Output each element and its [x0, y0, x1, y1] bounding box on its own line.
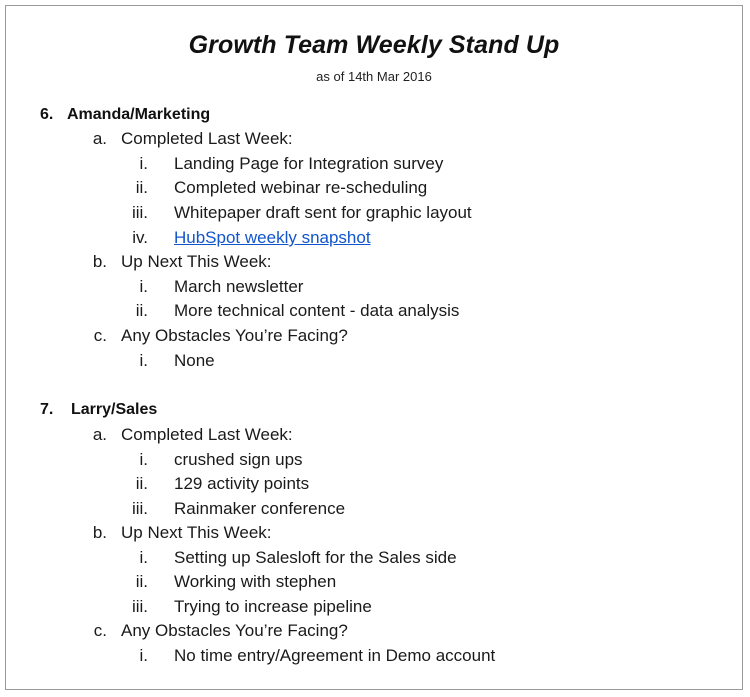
group-marker: b.: [92, 523, 107, 542]
hubspot-snapshot-link[interactable]: HubSpot weekly snapshot: [174, 228, 371, 247]
section-number: 6.: [40, 106, 54, 123]
group-marker: c.: [93, 326, 107, 345]
item-marker: i.: [139, 154, 148, 173]
list-item: None: [174, 351, 215, 370]
item-marker: iv.: [132, 228, 148, 247]
list-item: Working with stephen: [174, 572, 337, 591]
list-item: crushed sign ups: [174, 450, 303, 469]
page-title: Growth Team Weekly Stand Up: [188, 31, 560, 59]
list-item: 129 activity points: [174, 474, 310, 493]
list-item: Rainmaker conference: [174, 499, 346, 518]
section-number: 7.: [40, 401, 54, 418]
item-marker: ii.: [135, 301, 148, 320]
item-marker: ii.: [135, 178, 148, 197]
item-marker: i.: [139, 351, 148, 370]
group-label-obstacles: Any Obstacles You’re Facing?: [121, 326, 348, 345]
item-marker: i.: [139, 548, 148, 567]
group-marker: a.: [92, 425, 107, 444]
group-label-obstacles: Any Obstacles You’re Facing?: [121, 621, 348, 640]
list-item: March newsletter: [174, 277, 304, 296]
list-item: Trying to increase pipeline: [174, 597, 372, 616]
group-marker: c.: [93, 621, 107, 640]
item-marker: ii.: [135, 572, 148, 591]
group-label-completed-last-week: Completed Last Week:: [121, 129, 293, 148]
list-item: Setting up Salesloft for the Sales side: [174, 548, 457, 567]
item-marker: iii.: [131, 203, 148, 222]
item-marker: ii.: [135, 474, 148, 493]
page-subtitle: as of 14th Mar 2016: [316, 69, 432, 84]
item-marker: iii.: [131, 499, 148, 518]
group-marker: a.: [92, 129, 107, 148]
item-marker: i.: [139, 450, 148, 469]
section-heading-larry-sales: Larry/Sales: [71, 401, 158, 418]
item-marker: iii.: [131, 597, 148, 616]
section-heading-amanda-marketing: Amanda/Marketing: [67, 106, 211, 123]
list-item: More technical content - data analysis: [174, 301, 460, 320]
list-item: No time entry/Agreement in Demo account: [174, 646, 496, 665]
group-label-up-next-this-week: Up Next This Week:: [121, 252, 272, 271]
group-marker: b.: [92, 252, 107, 271]
item-marker: i.: [139, 277, 148, 296]
item-marker: i.: [139, 646, 148, 665]
list-item: Completed webinar re-scheduling: [174, 178, 428, 197]
list-item: Landing Page for Integration survey: [174, 154, 444, 173]
list-item: Whitepaper draft sent for graphic layout: [174, 203, 472, 222]
group-label-completed-last-week: Completed Last Week:: [121, 425, 293, 444]
document-page: [5, 5, 743, 690]
group-label-up-next-this-week: Up Next This Week:: [121, 523, 272, 542]
